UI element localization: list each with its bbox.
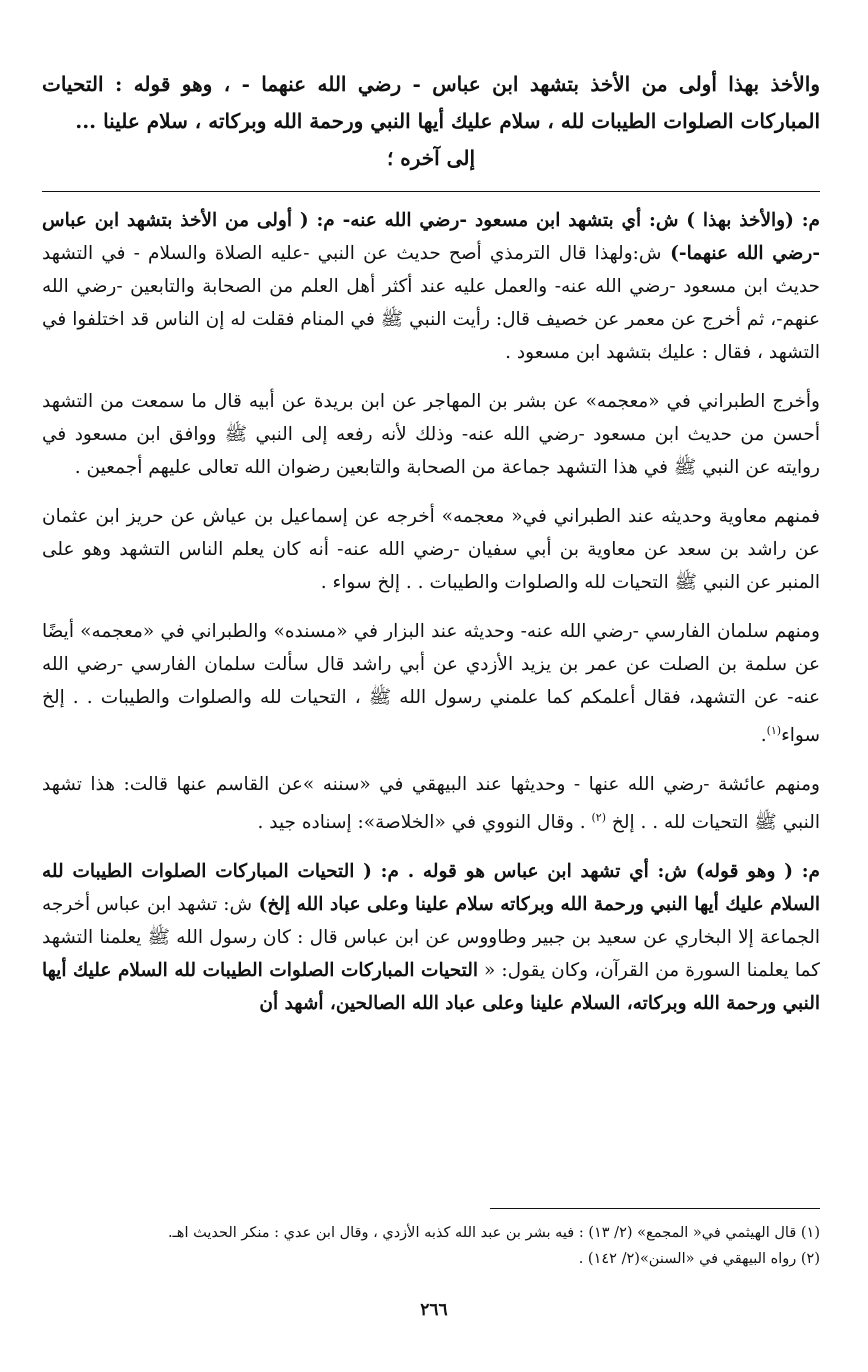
footnote-ref[interactable]: (١) <box>766 724 782 737</box>
matn-divider <box>42 191 820 192</box>
commentary-paragraph <box>42 500 820 599</box>
commentary-paragraph <box>42 615 820 752</box>
commentary-text: ش: تشهد ابن عباس أخرجه الجماعة إلا البخاري عن سعيد بن جبير وطاووس عن ابن عباس قال : كان رسول الله ﷺ يعلمنا التشهد كما يعلمنا السورة من القرآن، وكان يقول: « <box>42 894 820 982</box>
commentary-text: وأخرج الطبراني في «معجمه» عن بشر بن المهاجر عن ابن بريدة عن أبيه قال ما سمعت من التشهد أحسن من حديث ابن مسعود -رضي الله عنه- وذلك لأنه رفعه إلى النبي ﷺ ووافق ابن مسعود في روايته عن النبي ﷺ في هذا التشهد جماعة من الصحابة والتابعين رضوان الله تعالى عليهم أجمعين . <box>42 391 820 478</box>
commentary-quote: التحيات المباركات الصلوات الطيبات لله السلام عليك أيها النبي ورحمة الله وبركاته، السلام علينا وعلى عباد الله الصالحين، أشهد أن <box>42 960 820 1015</box>
matn-body: والأخذ بهذا أولى من الأخذ بتشهد ابن عباس - رضي الله عنهما - ، وهو قوله : التحيات المباركات الصلوات الطيبات لله ، سلام عليك أيها النبي ورحمة الله وبركاته ، سلام علينا ... <box>42 72 820 133</box>
footnote-ref[interactable]: (٢) <box>591 811 607 825</box>
commentary-quote: م: ( وهو قوله) ش: أي تشهد ابن عباس هو قوله . م: ( التحيات المباركات الصلوات الطيبات لله السلام عليك أيها النبي ورحمة الله وبركاته سلام علينا وعلى عباد الله إلخ) <box>42 861 820 916</box>
commentary <box>42 204 820 1020</box>
commentary-text: ش:ولهذا قال الترمذي أصح حديث عن النبي -عليه الصلاة والسلام - في التشهد حديث ابن مسعود -رضي الله عنه- والعمل عليه عند أكثر أهل العلم من الصحابة والتابعين -رضي الله عنهم-، ثم أخرج عن معمر عن خصيف قال: رأيت النبي ﷺ في المنام فقلت له إن الناس قد اختلفوا في التشهد ، فقال : عليك بتشهد ابن مسعود . <box>42 243 820 363</box>
page-number: ٢٦٦ <box>420 1300 448 1320</box>
commentary-text: ومنهم سلمان الفارسي -رضي الله عنه- وحديثه عند البزار في «مسنده» والطبراني في «معجمه» أيضًا عن سلمة بن الصلت عن عمر بن يزيد الأزدي عن أبي راشد قال سألت سلمان الفارسي -رضي الله عنه- عن التشهد، فقال أعلمكم كما علمني رسول الله ﷺ ، التحيات لله والصلوات والطيبات . . إلخ سواء <box>42 621 820 747</box>
commentary-quote: م: (والأخذ بهذا ) ش: أي بتشهد ابن مسعود -رضي الله عنه- م: ( أولى من الأخذ بتشهد ابن عباس -رضي الله عنهما-) <box>42 210 820 264</box>
commentary-text: فمنهم معاوية وحديثه عند الطبراني في« معجمه» أخرجه عن إسماعيل بن عياش عن حريز ابن عثمان عن راشد بن سعد عن معاوية بن أبي سفيان -رضي الله عنه- أنه كان يعلم الناس التشهد وهو على المنبر عن النبي ﷺ التحيات لله والصلوات والطيبات . . إلخ سواء . <box>42 506 820 593</box>
footnote-divider <box>490 1208 820 1209</box>
footnote-item: (٢) رواه البيهقي في «السنن»(٢/ ١٤٢) . <box>578 1251 820 1267</box>
commentary-paragraph <box>42 855 820 1020</box>
commentary-text-end: . وقال النووي في «الخلاصة»: إسناده جيد . <box>257 812 592 834</box>
footnote-item: (١) قال الهيثمي في« المجمع» (٢/ ١٣) : فيه بشر بن عبد الله كذبه الأزدي ، وقال ابن عدي : منكر الحديث اهـ. <box>167 1225 820 1241</box>
commentary-text: ومنهم عائشة -رضي الله عنها - وحديثها عند البيهقي في «سننه »عن القاسم عنها قالت: هذا تشهد النبي ﷺ التحيات لله . . إلخ <box>42 774 820 834</box>
footnotes <box>42 1220 820 1272</box>
commentary-text-end: . <box>760 725 767 747</box>
commentary-paragraph <box>42 768 820 839</box>
main-text-matn <box>42 66 820 177</box>
commentary-paragraph <box>42 385 820 484</box>
matn-last-line: إلى آخره ؛ <box>386 146 476 170</box>
commentary-paragraph <box>42 204 820 369</box>
